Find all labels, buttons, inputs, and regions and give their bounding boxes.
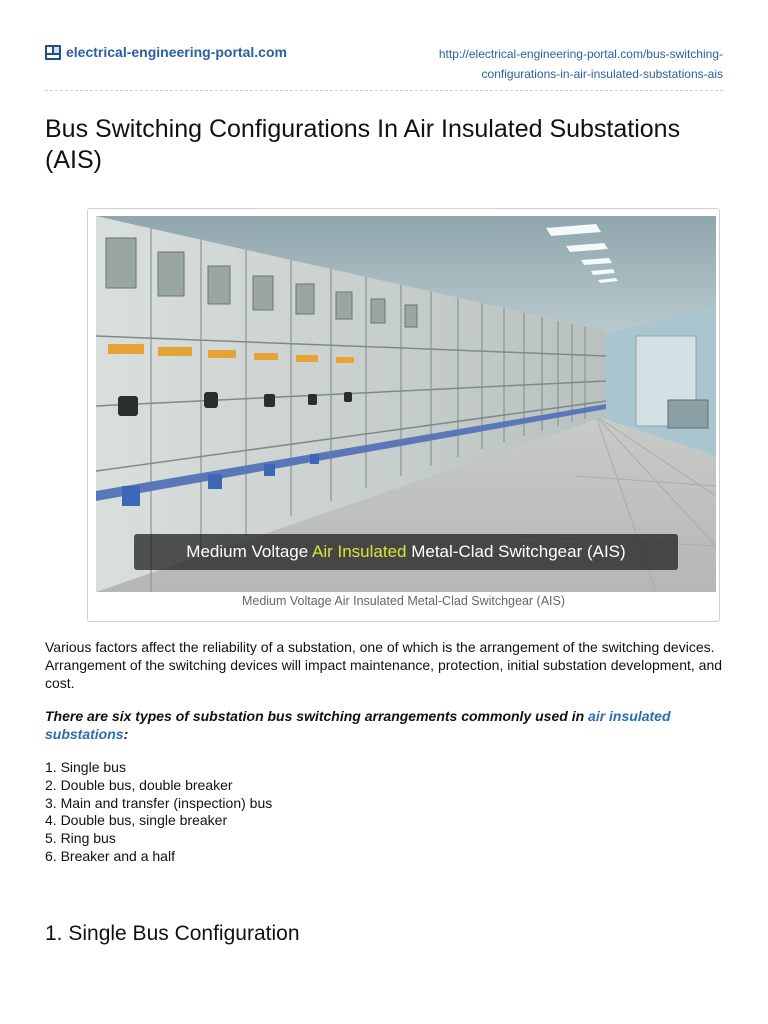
air-insulated-substations-link[interactable]: air insulated substations xyxy=(45,708,671,742)
list-item: 1. Single bus xyxy=(45,759,126,775)
site-brand[interactable] xyxy=(45,44,287,60)
list-item: 3. Main and transfer (inspection) bus xyxy=(45,794,273,811)
figure-caption: Medium Voltage Air Insulated Metal-Clad Switchgear (AIS) xyxy=(241,594,566,608)
arrangement-list xyxy=(45,759,272,866)
list-item: 2. Double bus, double breaker xyxy=(45,776,233,793)
section-heading: 1. Single Bus Configuration xyxy=(45,922,300,945)
site-name[interactable]: electrical-engineering-portal.com xyxy=(66,44,287,60)
list-item: 6. Breaker and a half xyxy=(45,847,175,864)
lead-end: : xyxy=(123,726,129,742)
eep-logo-icon xyxy=(45,45,61,60)
article-title: Bus Switching Configurations In Air Insulated Substations (AIS) xyxy=(45,115,681,174)
overlay-text-part1: Medium Voltage xyxy=(186,542,312,561)
list-item: 5. Ring bus xyxy=(45,830,116,847)
overlay-text-highlight: Air Insulated xyxy=(312,542,407,561)
photo-overlay-caption xyxy=(134,534,678,570)
list-item: 4. Double bus, single breaker xyxy=(45,812,228,829)
source-url[interactable] xyxy=(439,44,723,84)
switchgear-photo xyxy=(96,216,716,592)
source-url-line1[interactable]: http://electrical-engineering-portal.com/bus-switching- xyxy=(438,47,723,61)
intro-paragraph: Various factors affect the reliability of a substation, one of which is the arrangement of the switching devices. Arrangement of the switching devices will impact maintenance, protection, initial substation development, and cost. xyxy=(45,639,723,691)
article-figure xyxy=(87,208,720,622)
lead-text: There are six types of substation bus switching arrangements commonly used in xyxy=(45,708,589,724)
source-url-line2[interactable]: configurations-in-air-insulated-substations-ais xyxy=(481,67,723,81)
types-lead-sentence xyxy=(45,707,725,743)
page-header xyxy=(45,42,723,91)
overlay-text-part2: Metal-Clad Switchgear (AIS) xyxy=(406,542,626,561)
